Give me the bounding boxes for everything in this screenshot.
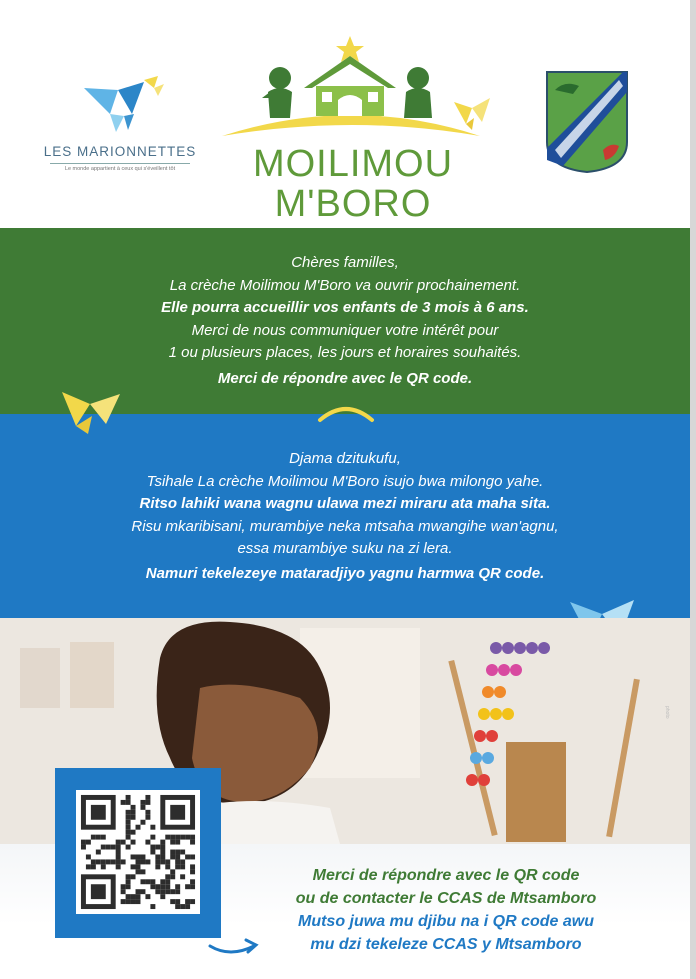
shimaore-line-4: essa murambiye suku na zi lera. <box>237 540 453 557</box>
qr-code-frame <box>55 768 221 938</box>
french-line-3: Merci de nous communiquer votre intérêt pour <box>191 321 499 339</box>
shimaore-greeting: Djama dzitukufu, <box>289 450 401 467</box>
shimaore-cta: Namuri tekelezeye mataradjiyo yagnu harmwa QR code. <box>145 565 545 582</box>
french-line-4: 1 ou plusieurs places, les jours et horaires souhaités. <box>168 344 522 361</box>
smile-arc-icon <box>316 402 376 424</box>
french-line-2: Elle pourra accueillir vos enfants de 3 mois à 6 ans. <box>161 299 529 316</box>
shimaore-message <box>80 448 610 561</box>
footer-fr-line-1: Merci de répondre avec le QR code <box>312 867 580 884</box>
footer-sh-line-2: mu dzi tekeleze CCAS y Mtsamboro <box>310 936 582 953</box>
butterfly-icon <box>454 98 494 132</box>
shimaore-section <box>0 414 690 618</box>
brand-logo <box>218 32 488 225</box>
footer-contact <box>256 864 636 956</box>
french-cta: Merci de répondre avec le QR code. <box>217 370 473 387</box>
coat-of-arms-icon <box>545 70 629 174</box>
partner-name: LES MARIONNETTES <box>43 144 197 159</box>
butterfly-icon <box>40 74 200 144</box>
partner-logo <box>40 74 200 184</box>
footer-fr-line-2: ou de contacter le CCAS de Mtsamboro <box>295 890 597 907</box>
qr-code-pattern <box>76 790 200 914</box>
brand-title: MOILIMOU <box>252 143 454 185</box>
shimaore-line-2: Ritso lahiki wana wagnu ulawa mezi miraru ata maha sita. <box>139 495 551 512</box>
footer-sh-line-1: Mutso juwa mu djibu na i QR code awu <box>297 913 594 930</box>
photo-credit: photo <box>664 706 670 719</box>
shimaore-line-3: Risu mkaribisani, murambiye neka mtsaha mwangihe wan'agnu, <box>131 517 559 535</box>
house-family-icon <box>218 32 488 142</box>
shimaore-line-1: Tsihale La crèche Moilimou M'Boro isujo bwa milongo yahe. <box>146 472 544 490</box>
french-greeting: Chères familles, <box>291 254 399 271</box>
page-edge <box>690 0 696 979</box>
french-line-1: La crèche Moilimou M'Boro va ouvrir prochainement. <box>169 276 521 294</box>
french-message <box>80 252 610 365</box>
partner-tagline: Le monde appartient à ceux qui s'éveillent tôt <box>50 163 190 172</box>
brand-subtitle: M'BORO <box>274 183 432 225</box>
qr-code[interactable] <box>76 790 200 914</box>
butterfly-icon <box>58 386 128 436</box>
arrow-icon <box>206 936 262 958</box>
